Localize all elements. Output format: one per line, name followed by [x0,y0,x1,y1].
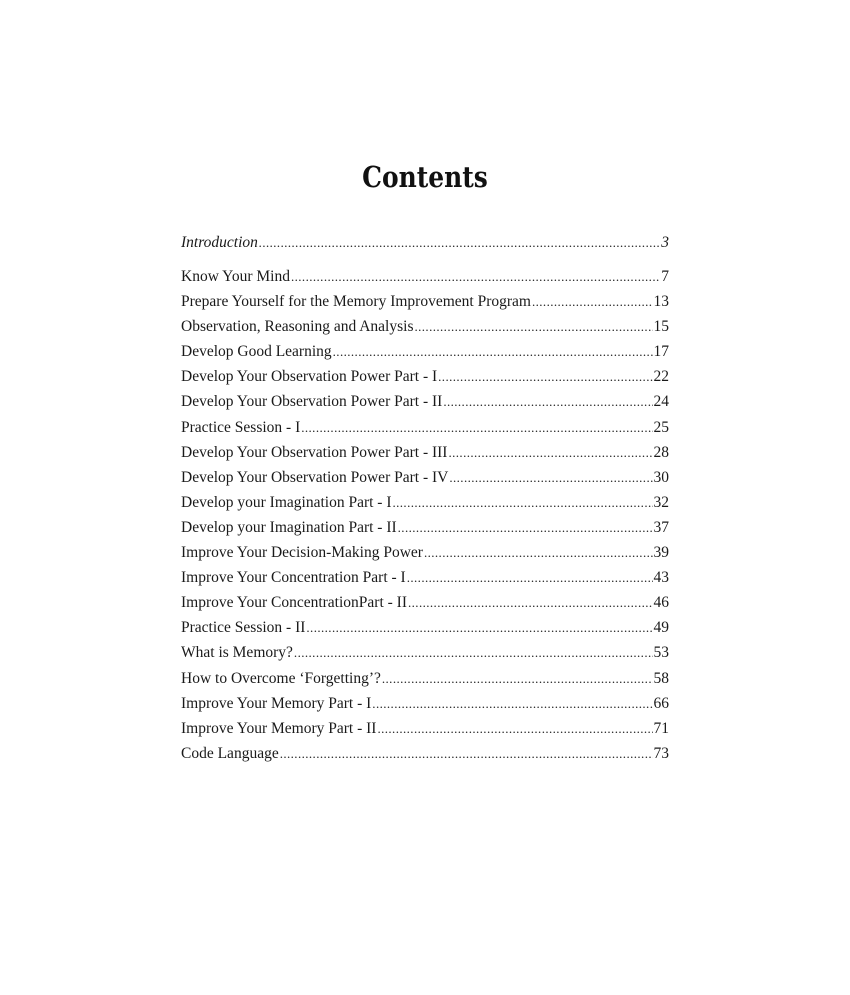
toc-leader-dots [259,230,660,256]
toc-entry-label: Develop Your Observation Power Part - IV [181,468,449,486]
toc-entry [181,465,669,490]
toc-entry-label: Improve Your Memory Part - II [181,719,377,737]
toc-entry-label: Develop Your Observation Power Part - II [181,393,443,411]
toc-entry-introduction [181,230,669,264]
toc-entry-page: 3 [661,234,669,251]
table-of-contents [181,230,669,766]
toc-leader-dots [333,339,653,364]
toc-entry [181,515,669,540]
toc-entry [181,741,669,766]
toc-entry-label: Develop your Imagination Part - I [181,493,392,511]
toc-entry-page: 32 [653,493,669,511]
toc-entry-label: Practice Session - II [181,619,306,637]
toc-leader-dots [291,264,660,289]
toc-entry [181,364,669,389]
toc-entry-label: Improve Your ConcentrationPart - II [181,594,407,612]
toc-entry [181,615,669,640]
toc-entry-page: 37 [653,518,669,536]
toc-entry [181,440,669,465]
toc-leader-dots [382,666,653,691]
toc-entry-label: Introduction [181,234,258,251]
toc-entry [181,565,669,590]
toc-entry-page: 71 [653,719,669,737]
toc-entry-label: Improve Your Decision-Making Power [181,544,423,562]
toc-entry-page: 25 [653,418,669,436]
toc-entry-page: 73 [653,744,669,762]
toc-entry [181,415,669,440]
toc-entry [181,264,669,289]
toc-leader-dots [372,691,652,716]
toc-entry-page: 7 [661,268,669,285]
toc-entry-page: 66 [653,694,669,712]
toc-entry-label: What is Memory? [181,644,293,662]
toc-entry-page: 13 [653,293,669,311]
toc-entry-label: Prepare Yourself for the Memory Improvement Program [181,293,531,311]
toc-entry-page: 46 [653,594,669,612]
toc-entry-label: Develop your Imagination Part - II [181,518,397,536]
toc-entry-label: Know Your Mind [181,268,290,285]
toc-entry [181,389,669,414]
toc-entry-page: 22 [653,368,669,386]
toc-leader-dots [280,741,653,766]
toc-entry [181,590,669,615]
toc-leader-dots [438,364,652,389]
toc-entry [181,640,669,665]
toc-entry-page: 28 [653,443,669,461]
toc-entry [181,666,669,691]
toc-leader-dots [377,716,652,741]
toc-entry-label: Practice Session - I [181,418,301,436]
toc-entry-label: Observation, Reasoning and Analysis [181,318,414,336]
toc-entry-page: 53 [653,644,669,662]
toc-leader-dots [449,465,652,490]
toc-leader-dots [443,389,652,414]
toc-entry-label: Develop Your Observation Power Part - I [181,368,438,386]
page-title: Contents [362,160,488,194]
toc-leader-dots [294,640,653,665]
toc-entry [181,339,669,364]
toc-entry-page: 30 [653,468,669,486]
toc-entry [181,490,669,515]
toc-entry [181,716,669,741]
toc-entry-label: Improve Your Concentration Part - I [181,569,406,587]
toc-entry-label: Develop Your Observation Power Part - III [181,443,448,461]
toc-entry [181,540,669,565]
toc-leader-dots [448,440,652,465]
toc-entry-label: How to Overcome ‘Forgetting’? [181,669,381,687]
toc-leader-dots [424,540,653,565]
toc-leader-dots [392,490,652,515]
toc-entry-list [181,264,669,766]
toc-leader-dots [408,590,653,615]
toc-leader-dots [407,565,653,590]
toc-leader-dots [414,314,652,339]
toc-entry [181,289,669,314]
toc-entry-label: Improve Your Memory Part - I [181,694,372,712]
toc-entry-page: 49 [653,619,669,637]
toc-entry-page: 43 [653,569,669,587]
toc-entry-label: Code Language [181,744,279,762]
toc-leader-dots [532,289,653,314]
toc-entry-page: 17 [653,343,669,361]
toc-entry [181,314,669,339]
toc-entry-page: 24 [653,393,669,411]
toc-entry-page: 39 [653,544,669,562]
toc-entry-page: 58 [653,669,669,687]
toc-leader-dots [398,515,653,540]
toc-leader-dots [301,415,652,440]
toc-entry [181,691,669,716]
toc-entry-label: Develop Good Learning [181,343,332,361]
toc-leader-dots [306,615,652,640]
toc-entry-page: 15 [653,318,669,336]
